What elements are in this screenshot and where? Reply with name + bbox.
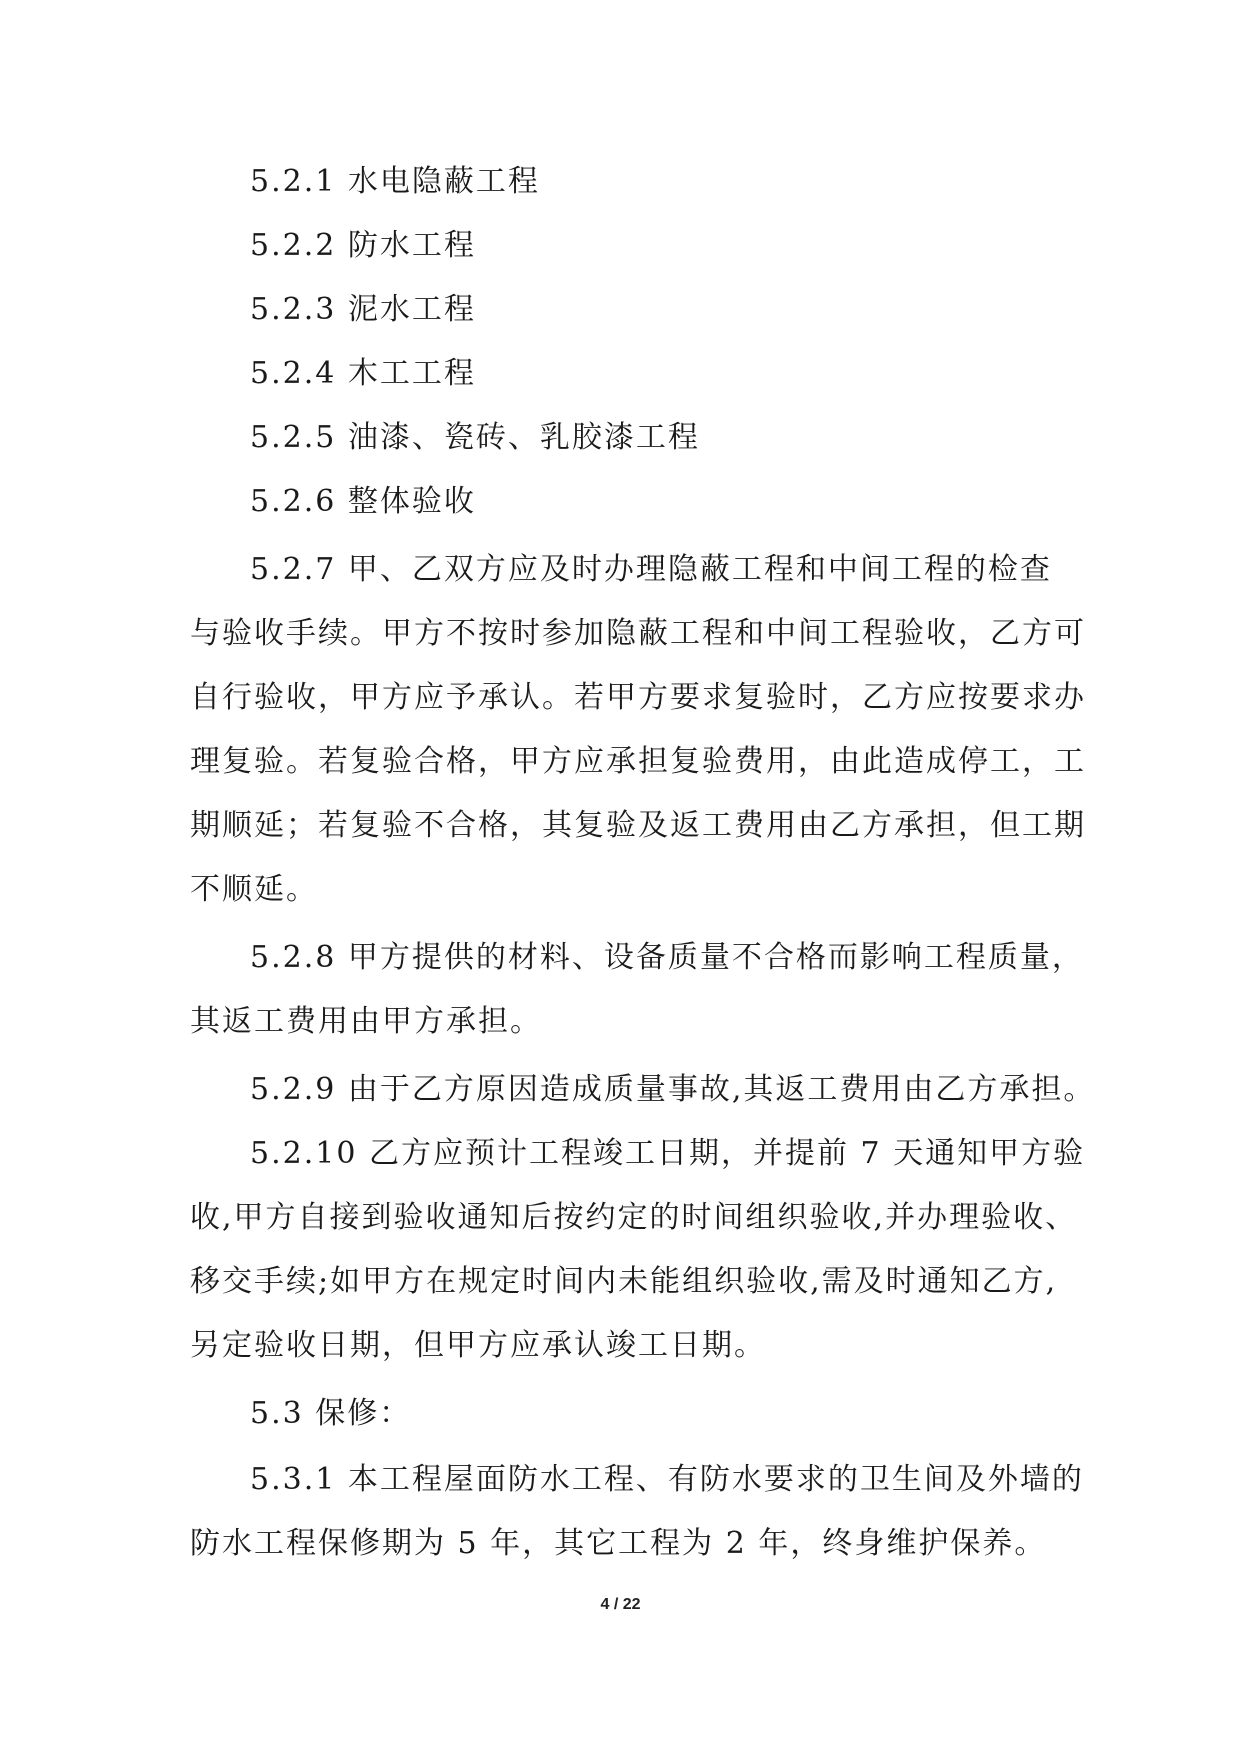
item-5-2-2: 5.2.2 防水工程 <box>250 228 476 263</box>
page-number: 4 / 22 <box>600 1596 641 1613</box>
item-5-2-7-line-3: 自行验收，甲方应予承认。若甲方要求复验时，乙方应按要求办 <box>190 680 1086 715</box>
item-5-2-7-line-2: 与验收手续。甲方不按时参加隐蔽工程和中间工程验收，乙方可 <box>190 616 1086 651</box>
item-5-2-7-line-6: 不顺延。 <box>190 872 318 907</box>
item-5-2-8-line-2: 其返工费用由甲方承担。 <box>190 1004 542 1039</box>
item-5-3-1-line-2: 防水工程保修期为 5 年，其它工程为 2 年，终身维护保养。 <box>190 1526 1047 1561</box>
item-5-2-3: 5.2.3 泥水工程 <box>250 292 476 327</box>
item-5-2-4: 5.2.4 木工工程 <box>250 356 476 391</box>
item-5-2-5: 5.2.5 油漆、瓷砖、乳胶漆工程 <box>250 420 700 455</box>
item-5-2-10-line-4: 另定验收日期，但甲方应承认竣工日期。 <box>190 1328 766 1363</box>
item-5-2-8-line-1: 5.2.8 甲方提供的材料、设备质量不合格而影响工程质量， <box>250 940 1084 975</box>
item-5-2-9: 5.2.9 由于乙方原因造成质量事故,其返工费用由乙方承担。 <box>250 1072 1096 1107</box>
item-5-2-10-line-1: 5.2.10 乙方应预计工程竣工日期，并提前 7 天通知甲方验 <box>250 1136 1086 1171</box>
section-5-3-heading: 5.3 保修： <box>250 1396 412 1431</box>
item-5-2-7-line-5: 期顺延；若复验不合格，其复验及返工费用由乙方承担，但工期 <box>190 808 1086 843</box>
item-5-2-1: 5.2.1 水电隐蔽工程 <box>250 164 540 199</box>
item-5-2-7-line-1: 5.2.7 甲、乙双方应及时办理隐蔽工程和中间工程的检查 <box>250 552 1052 587</box>
item-5-2-10-line-2: 收,甲方自接到验收通知后按约定的时间组织验收,并办理验收、 <box>190 1200 1078 1235</box>
item-5-2-7-line-4: 理复验。若复验合格，甲方应承担复验费用，由此造成停工，工 <box>190 744 1086 779</box>
item-5-2-6: 5.2.6 整体验收 <box>250 484 476 519</box>
item-5-3-1-line-1: 5.3.1 本工程屋面防水工程、有防水要求的卫生间及外墙的 <box>250 1462 1084 1497</box>
item-5-2-10-line-3: 移交手续;如甲方在规定时间内未能组织验收,需及时通知乙方, <box>190 1264 1058 1299</box>
